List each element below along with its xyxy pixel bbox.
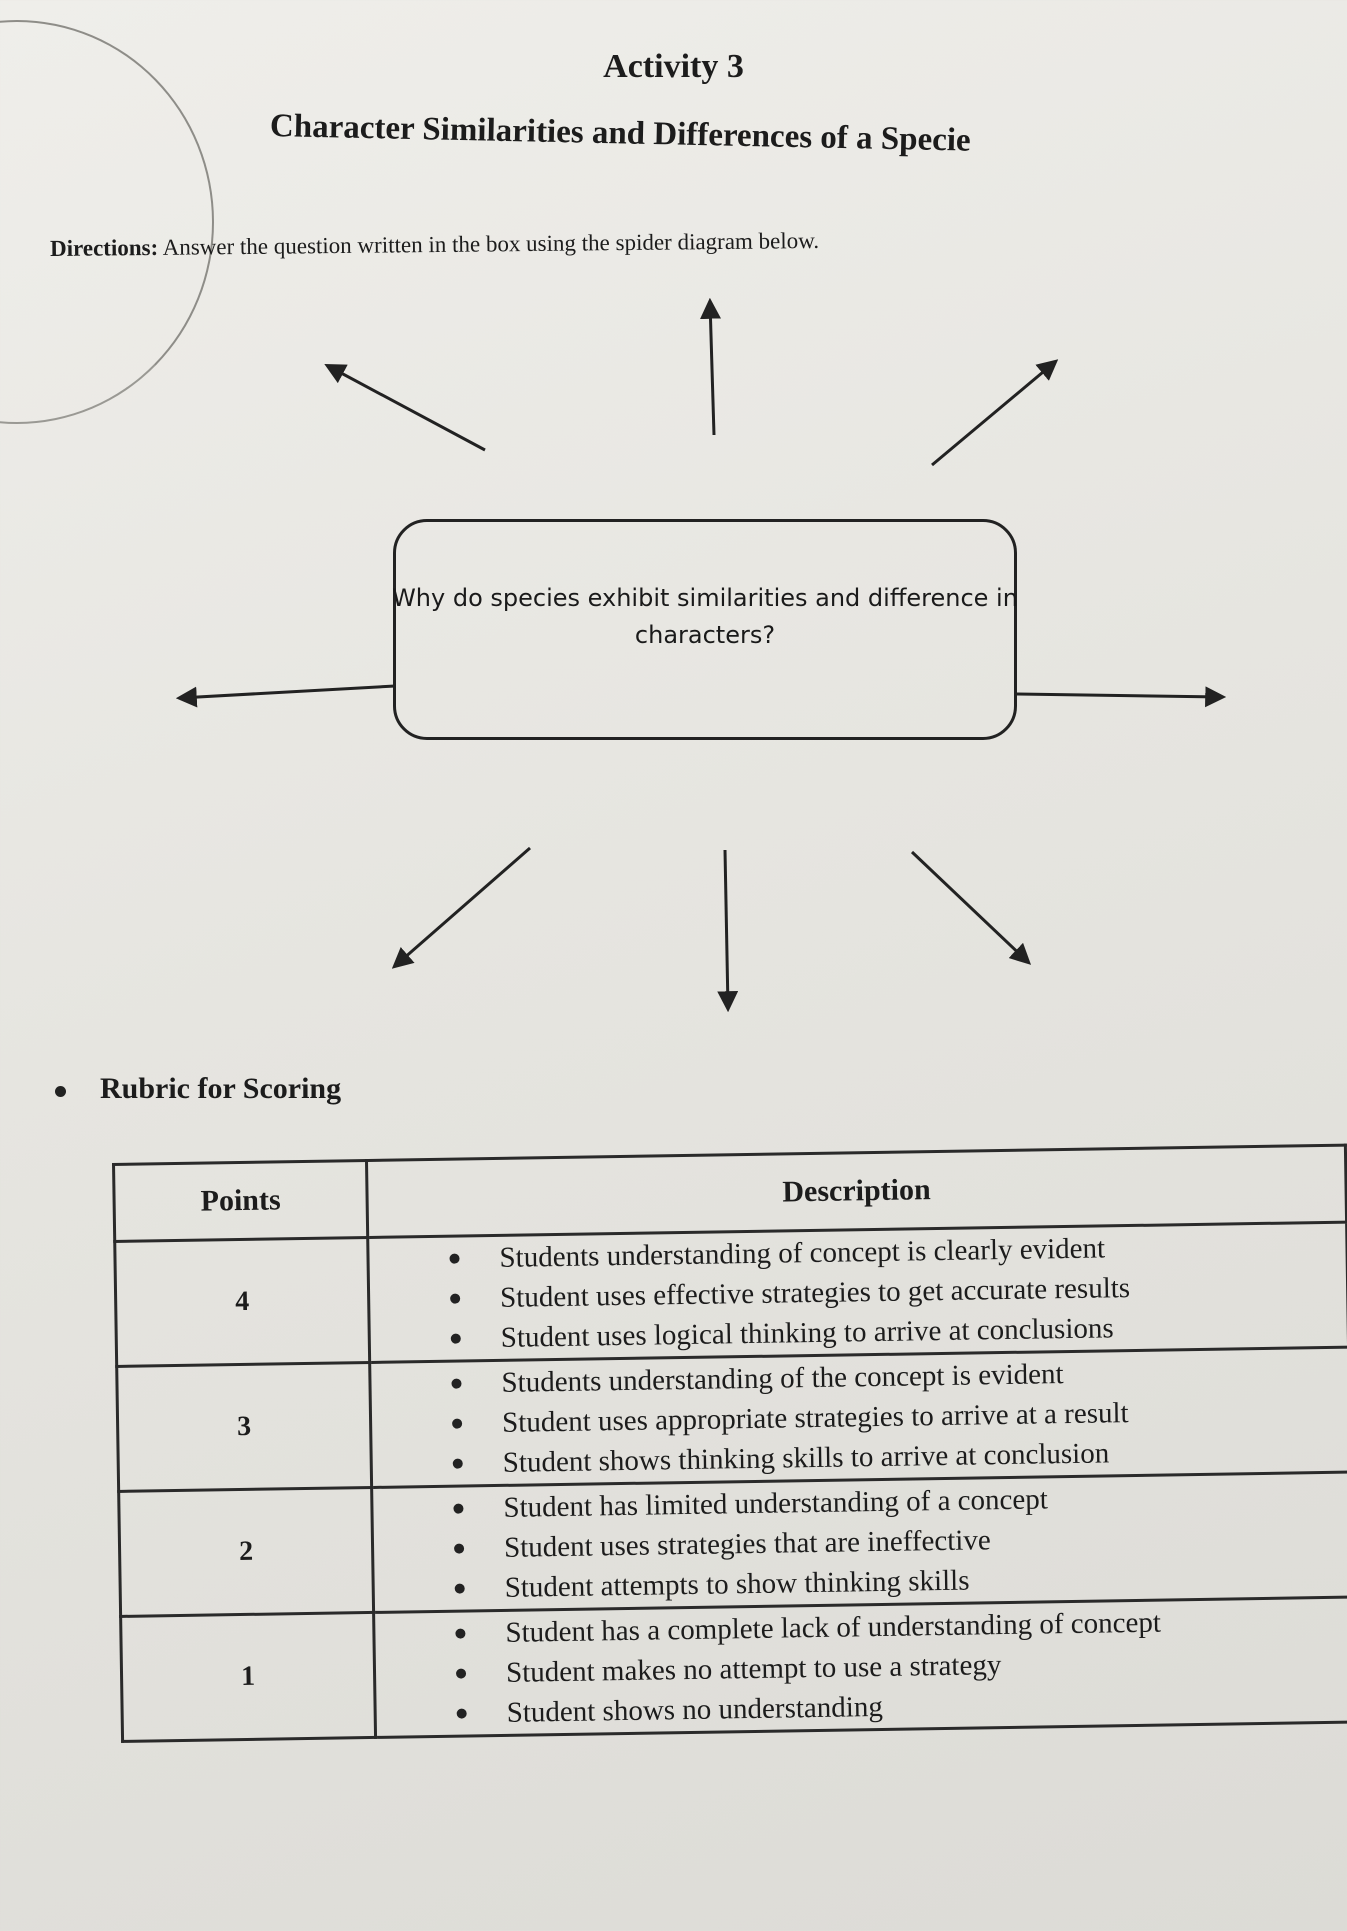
descriptor-item: Student uses strategies that are ineffective bbox=[454, 1515, 1347, 1569]
rubric-heading bbox=[55, 1072, 341, 1106]
arrow-left bbox=[180, 686, 395, 698]
descriptor-item: Student uses effective strategies to get accurate results bbox=[450, 1265, 1347, 1319]
arrow-right bbox=[1017, 694, 1222, 697]
rubric-heading-text: Rubric for Scoring bbox=[100, 1072, 342, 1105]
table-row bbox=[117, 1347, 1347, 1491]
table-row bbox=[121, 1597, 1347, 1741]
descriptor-item: Student attempts to show thinking skills bbox=[454, 1555, 1347, 1609]
arrow-top-right bbox=[932, 362, 1055, 465]
arrow-top-left bbox=[328, 366, 485, 450]
directions-label: Directions: bbox=[49, 234, 159, 262]
arrow-bottom bbox=[725, 850, 728, 1008]
rubric-table bbox=[112, 1144, 1347, 1743]
descriptor-item: Student has limited understanding of a concept bbox=[453, 1475, 1347, 1529]
descriptor-item: Students understanding of the concept is evident bbox=[451, 1350, 1347, 1404]
descriptor-item: Student has a complete lack of understanding of concept bbox=[455, 1600, 1347, 1654]
activity-subtitle: Character Similarities and Differences of a Specie bbox=[269, 108, 972, 159]
descriptor-item: Student shows thinking skills to arrive at conclusion bbox=[452, 1430, 1347, 1484]
points-value: 4 bbox=[115, 1237, 370, 1366]
arrow-bottom-right bbox=[912, 852, 1028, 962]
descriptor-item: Student shows no understanding bbox=[456, 1680, 1347, 1734]
descriptor-item: Student makes no attempt to use a strategy bbox=[456, 1640, 1347, 1694]
description-cell bbox=[374, 1597, 1347, 1737]
description-cell bbox=[370, 1347, 1347, 1487]
descriptor-item: Students understanding of concept is clearly evident bbox=[449, 1225, 1346, 1279]
page-title: Activity 3 bbox=[603, 48, 744, 85]
table-row bbox=[119, 1472, 1347, 1616]
description-cell bbox=[372, 1472, 1347, 1612]
descriptor-item: Student uses logical thinking to arrive at conclusions bbox=[450, 1305, 1347, 1359]
table-row bbox=[115, 1222, 1347, 1366]
description-column-header: Description bbox=[366, 1145, 1346, 1237]
points-value: 2 bbox=[119, 1487, 374, 1616]
description-cell bbox=[368, 1222, 1347, 1362]
points-value: 1 bbox=[121, 1612, 376, 1741]
central-question: Why do species exhibit similarities and difference in characters? bbox=[392, 584, 1018, 649]
arrow-top bbox=[710, 302, 714, 435]
directions-text: Answer the question written in the box using the spider diagram below. bbox=[162, 227, 820, 260]
descriptor-item: Student uses appropriate strategies to arrive at a result bbox=[452, 1390, 1347, 1444]
points-value: 3 bbox=[117, 1362, 372, 1491]
arrow-bottom-left bbox=[395, 848, 530, 966]
bullet-icon bbox=[55, 1086, 66, 1097]
points-column-header: Points bbox=[114, 1161, 368, 1242]
